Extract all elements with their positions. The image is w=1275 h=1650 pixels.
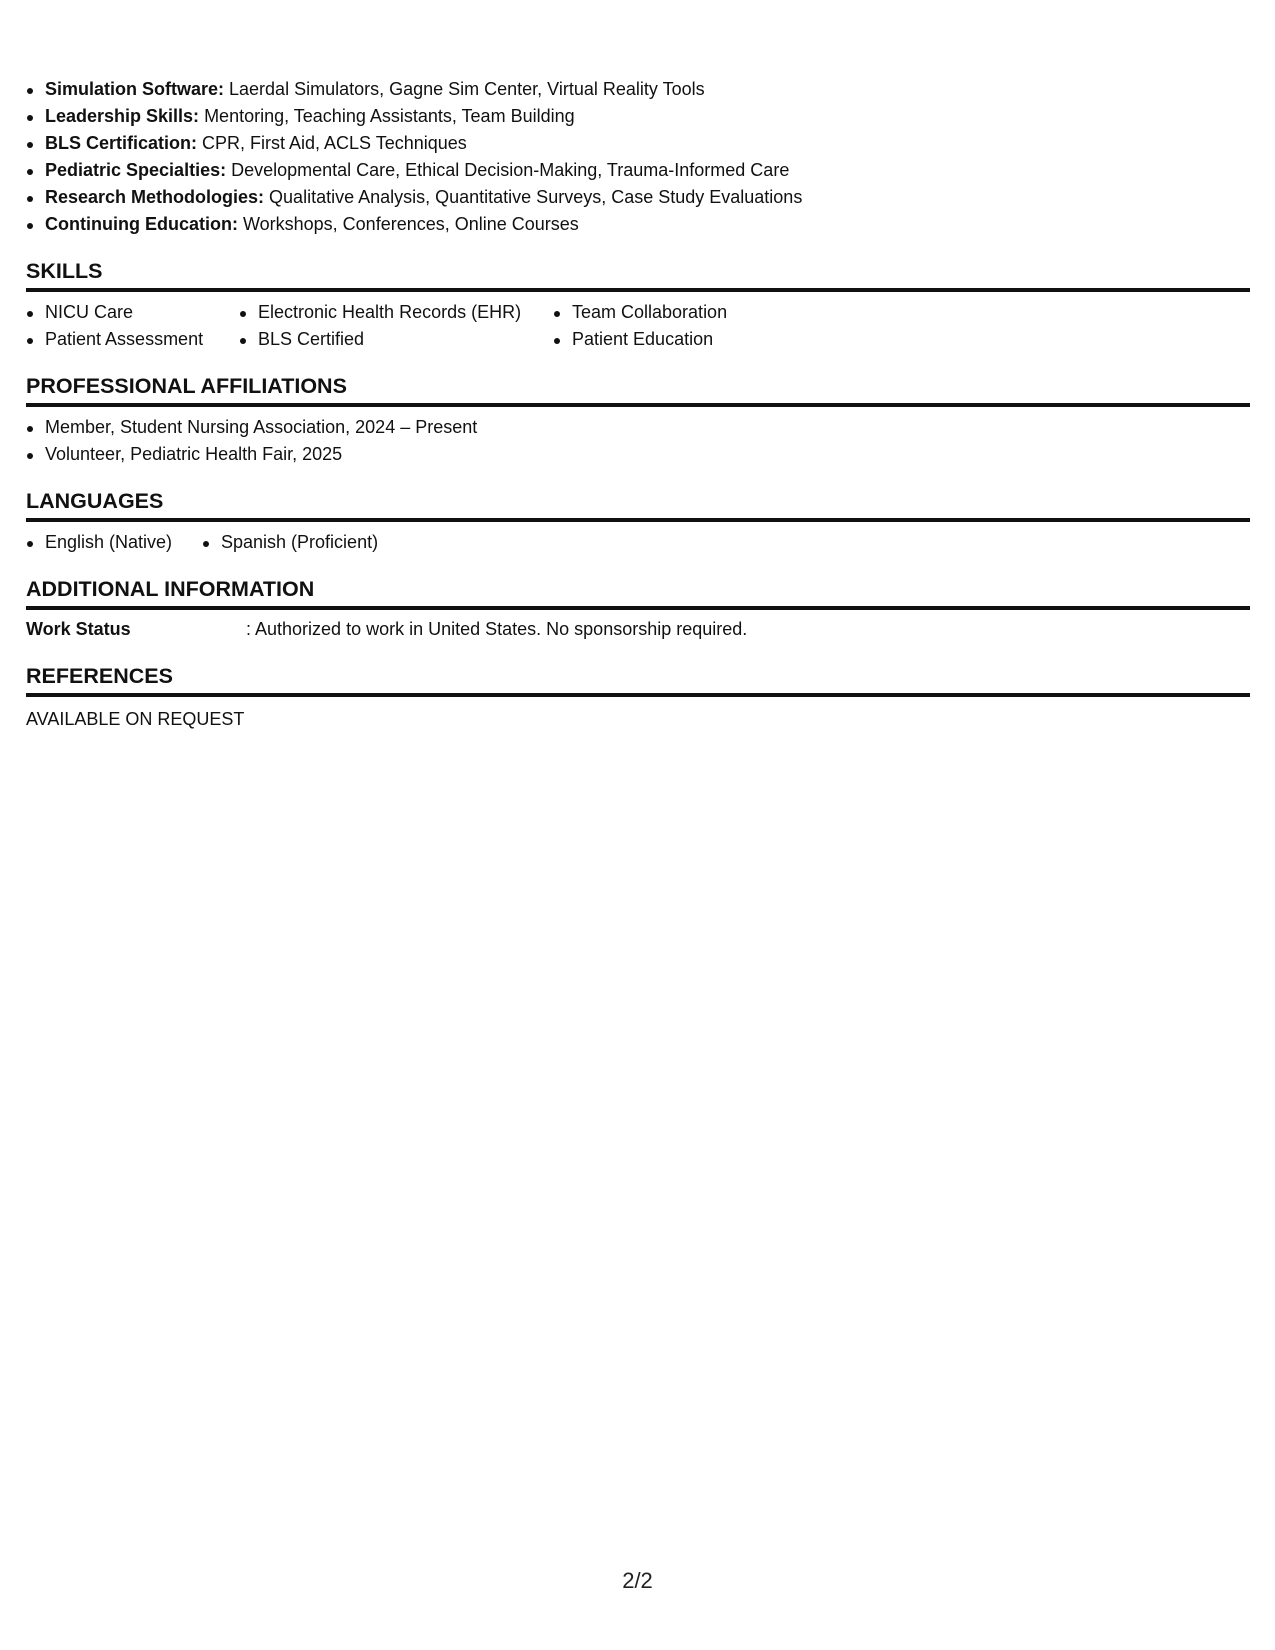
item-term: Continuing Education:: [45, 214, 238, 234]
skills-grid: [26, 299, 1250, 353]
skill-item: Patient Education: [553, 326, 853, 353]
item-term: Simulation Software:: [45, 79, 225, 99]
list-item: [26, 130, 1250, 157]
additional-info-heading: ADDITIONAL INFORMATION: [26, 576, 1250, 610]
languages-column: [26, 529, 202, 556]
work-status-label: Work Status: [26, 619, 131, 639]
item-term: Leadership Skills:: [45, 106, 200, 126]
item-text: Qualitative Analysis, Quantitative Surveys, Case Study Evaluations: [264, 187, 803, 207]
skills-column: [26, 299, 239, 353]
languages-section: [26, 529, 1250, 556]
skill-item: Patient Assessment: [26, 326, 239, 353]
affiliations-list: [26, 414, 1250, 468]
item-term: Pediatric Specialties:: [45, 160, 227, 180]
resume-page: [26, 76, 1250, 733]
item-term: BLS Certification:: [45, 133, 198, 153]
languages-column: [202, 529, 378, 556]
language-item: English (Native): [26, 529, 202, 556]
item-text: CPR, First Aid, ACLS Techniques: [197, 133, 467, 153]
affiliation-item: Volunteer, Pediatric Health Fair, 2025: [26, 441, 1250, 468]
skills-heading: SKILLS: [26, 258, 1250, 292]
references-heading: REFERENCES: [26, 663, 1250, 697]
skill-item: BLS Certified: [239, 326, 553, 353]
references-text: AVAILABLE ON REQUEST: [26, 709, 245, 729]
item-text: Mentoring, Teaching Assistants, Team Building: [199, 106, 575, 126]
affiliations-heading: PROFESSIONAL AFFILIATIONS: [26, 373, 1250, 407]
work-status-value: : Authorized to work in United States. No sponsorship required.: [246, 619, 748, 639]
list-item: [26, 184, 1250, 211]
affiliation-item: Member, Student Nursing Association, 2024 – Present: [26, 414, 1250, 441]
skills-column: [239, 299, 553, 353]
item-text: Developmental Care, Ethical Decision-Making, Trauma-Informed Care: [226, 160, 790, 180]
highlights-list: [26, 76, 1250, 238]
page-number: 2/2: [622, 1568, 653, 1593]
list-item: [26, 211, 1250, 238]
work-status-row: [26, 616, 1250, 643]
skill-item: Team Collaboration: [553, 299, 853, 326]
skill-item: NICU Care: [26, 299, 239, 326]
language-item: Spanish (Proficient): [202, 529, 378, 556]
affiliations-section: [26, 414, 1250, 468]
list-item: [26, 103, 1250, 130]
languages-heading: LANGUAGES: [26, 488, 1250, 522]
item-text: Laerdal Simulators, Gagne Sim Center, Virtual Reality Tools: [224, 79, 705, 99]
skill-item: Electronic Health Records (EHR): [239, 299, 553, 326]
item-term: Research Methodologies:: [45, 187, 265, 207]
skills-column: [553, 299, 853, 353]
list-item: [26, 76, 1250, 103]
item-text: Workshops, Conferences, Online Courses: [237, 214, 579, 234]
list-item: [26, 157, 1250, 184]
